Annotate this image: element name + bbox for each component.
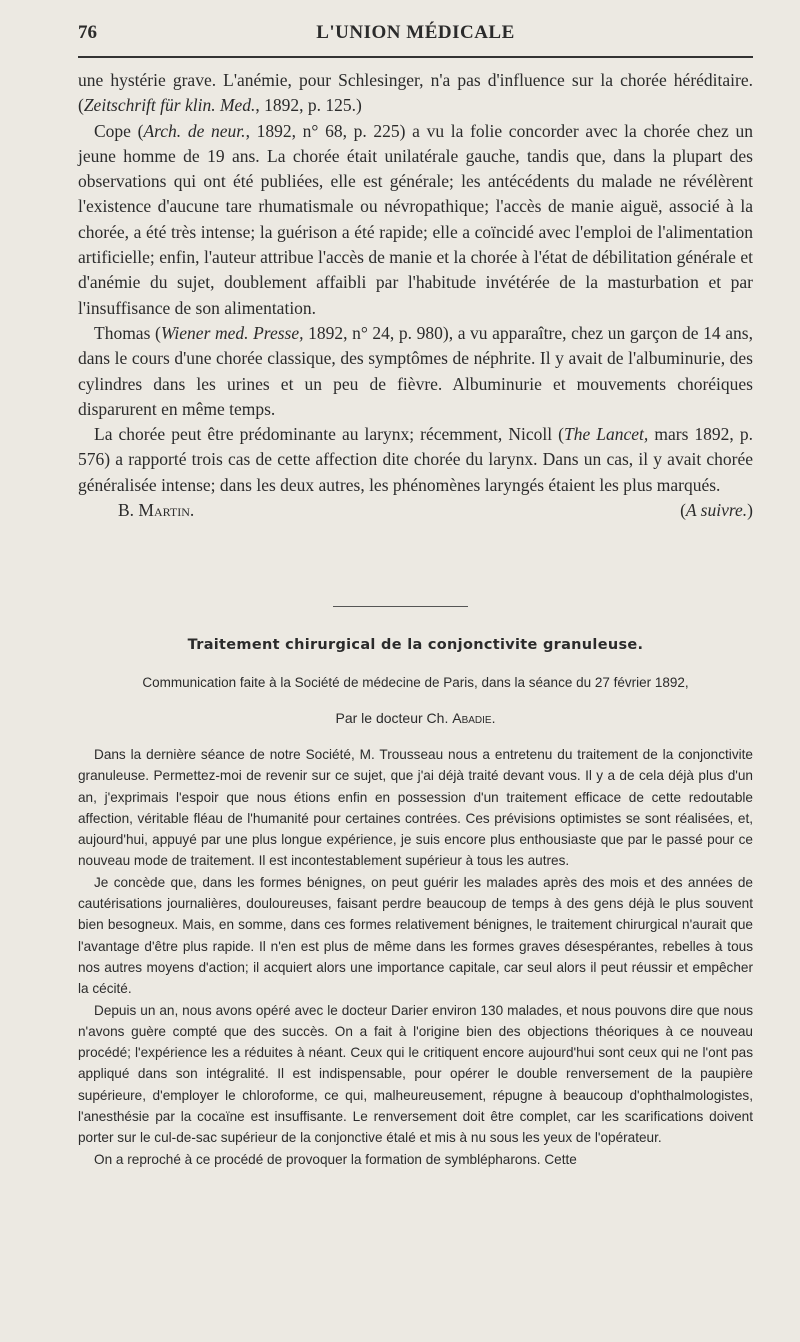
section-separator xyxy=(333,606,468,607)
running-title: L'UNION MÉDICALE xyxy=(316,22,515,43)
article-communication: Communication faite à la Société de médecine de Paris, dans la séance du 27 février 1892, xyxy=(142,675,689,690)
citation: The Lancet, xyxy=(563,424,649,445)
page-header xyxy=(78,22,753,52)
paragraph: une hystérie grave. L'anémie, pour Schlesinger, n'a pas d'influence sur la chorée héréditaire. (Zeitschrift für klin. Med., 1892, p. 125.) xyxy=(78,70,753,116)
paragraph: Depuis un an, nous avons opéré avec le docteur Darier environ 130 malades, et nous pouvons dire que nous n'avons guère compté que des succès. On a fait à l'origine bien des objections théoriques à ce nouveau procédé; l'expérience les a réduites à néant. Ceux qui le critiquent encore aujourd'hui sont ceux qui ne l'ont pas appliqué dans son intégralité. Il est indispensable, pour opérer le double renversement de la paupière supérieure, d'employer le chloroforme, ce qui, malheureusement, répugne à beaucoup d'ophthalmologistes, l'anesthésie par la cocaïne est insuffisante. Le renversement doit être complet, car les scarifications doivent porter sur le cul-de-sac supérieur de la conjonctive étalé et mis à nu sous les yeux de l'opérateur. xyxy=(78,1002,753,1146)
paragraph: On a reproché à ce procédé de provoquer la formation de symblépharons. Cette xyxy=(94,1151,577,1167)
header-rule xyxy=(78,56,753,58)
page-number: 76 xyxy=(78,22,97,43)
article-continuation xyxy=(78,68,753,523)
citation: Arch. de neur. xyxy=(143,120,246,141)
author-signature: B. Martin. xyxy=(118,500,195,521)
signature-line xyxy=(78,498,753,523)
paragraph: Dans la dernière séance de notre Société, M. Trousseau nous a entretenu du traitement de la conjonctivite granuleuse. Permettez-moi de revenir sur ce sujet, que j'ai déjà traité devant vous. Il y a de cela déjà plus d'un an, j'exprimais l'espoir que nous étions enfin en possession d'un traitement efficace de cette redoutable affection, véritable fléau de l'humanité pour certaines contrées. Ces prévisions optimistes se sont réalisées, et, aujourd'hui, appuyé par une plus longue expérience, je suis encore plus enthousiaste que par le passé pour ce nouveau mode de traitement. Il est incontestablement supérieur à tous les autres. xyxy=(78,747,753,869)
citation: Zeitschrift für klin. Med. xyxy=(83,95,256,116)
paragraph: Cope (Arch. de neur., 1892, n° 68, p. 225) a vu la folie concorder avec la chorée chez un jeune homme de 19 ans. La chorée était unilatérale gauche, tandis que, dans la plupart des observations qui ont été publiées, elle est générale; les antécédents du malade ne révélèrent l'existence d'aucune tare rhumatismale ou névropathique; l'accès de manie aiguë, associé à la chorée, a été très intense; la guérison a été rapide; elle a coïncidé avec l'emploi de l'alimentation artificielle; enfin, l'auteur attribue l'accès de manie et la chorée à l'état de débilitation générale et d'anémie du sujet, doublement affaibli par l'habitude invétérée de la masturbation et par l'insuffisance de son alimentation. xyxy=(78,120,753,318)
article-author: Par le docteur Ch. Abadie. xyxy=(335,710,496,726)
paragraph: Thomas (Wiener med. Presse, 1892, n° 24, p. 980), a vu apparaître, chez un garçon de 14 ans, dans le cours d'une chorée classique, des symptômes de néphrite. Il y avait de l'albuminurie, des cylindres dans les urines et un peu de fièvre. Albuminurie et mouvements choréiques disparurent en même temps. xyxy=(78,322,753,419)
citation: Wiener med. Presse, xyxy=(160,322,304,343)
paragraph: La chorée peut être prédominante au larynx; récemment, Nicoll (The Lancet, mars 1892, p. 576) a rapporté trois cas de cette affection dite chorée du larynx. Dans un cas, il y avait chorée généralisée intense; dans les deux autres, les phénomènes laryngés étaient les plus marqués. xyxy=(78,424,753,495)
article-body xyxy=(78,744,753,1170)
article-title: Traitement chirurgical de la conjonctivite granuleuse. xyxy=(187,637,644,653)
to-be-continued: (A suivre.) xyxy=(680,500,753,521)
paragraph: Je concède que, dans les formes bénignes, on peut guérir les malades après des mois et des années de cautérisations journalières, douloureuses, faisant perdre beaucoup de temps à des gens déjà le plus souvent bien besogneux. Mais, en somme, dans ces formes relativement bénignes, le traitement chirurgical n'aurait que l'avantage d'être plus rapide. Il n'en est plus de même dans les formes graves désespérantes, rebelles à tous nos autres moyens d'action; il acquiert alors une importance capitale, car seul alors il peut réussir et empêcher la cécité. xyxy=(78,874,753,997)
